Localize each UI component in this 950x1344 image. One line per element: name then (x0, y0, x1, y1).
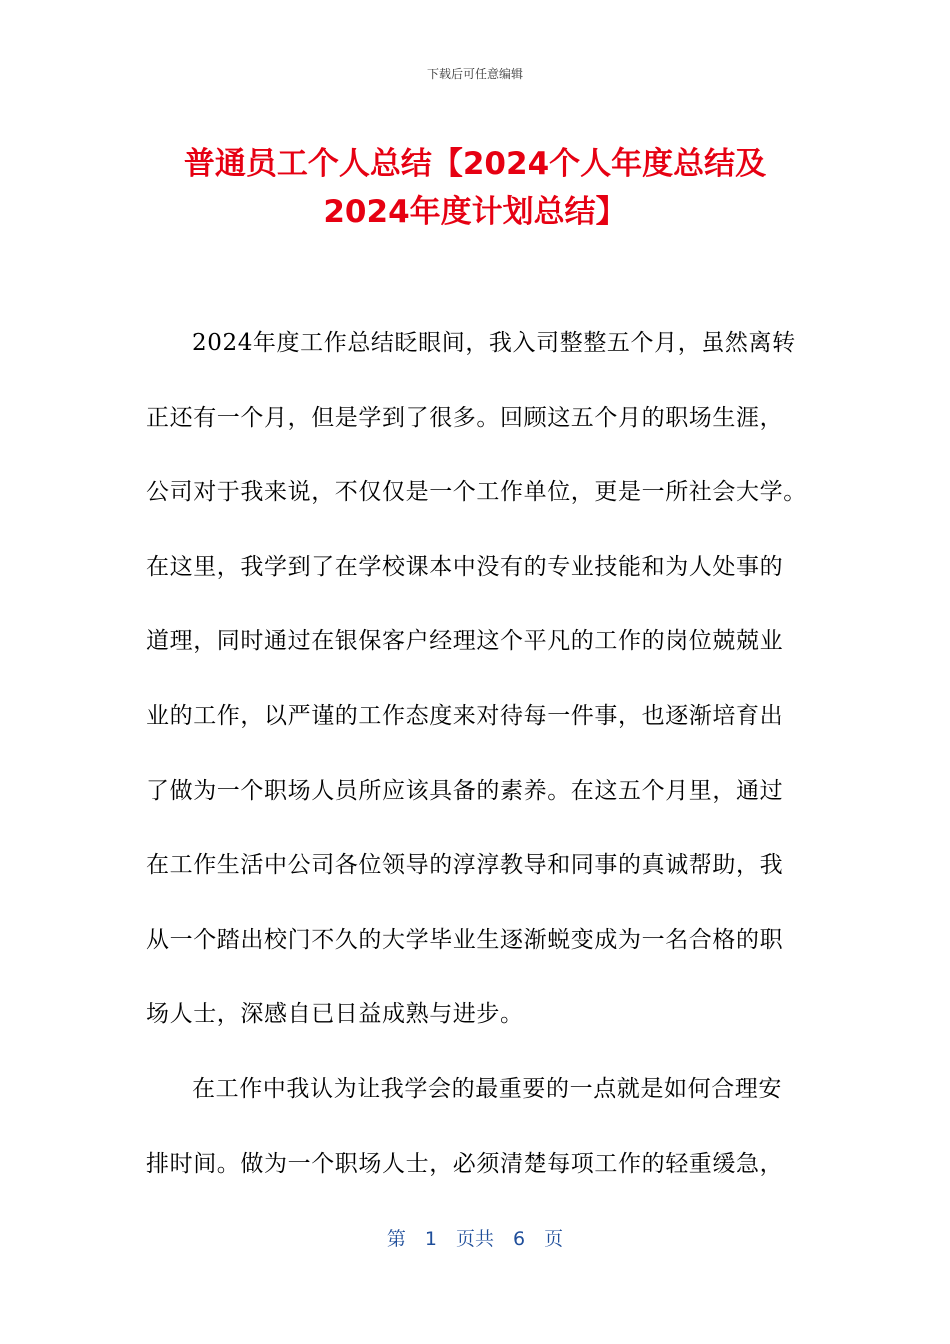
paragraph-1-line: 在工作生活中公司各位领导的淳淳教导和同事的真诚帮助，我 (146, 852, 784, 879)
paragraph-1-line: 在这里，我学到了在学校课本中没有的专业技能和为人处事的 (146, 553, 784, 580)
page-footer: 第 1 页共 6 页 (386, 1228, 564, 1250)
paragraph-1-line: 从一个踏出校门不久的大学毕业生逐渐蜕变成为一名合格的职 (146, 926, 784, 953)
paragraph-1-line: 场人士，深感自已日益成熟与进步。 (146, 1001, 524, 1028)
paragraph-1-line: 2024年度工作总结眨眼间，我入司整整五个月，虽然离转 (192, 330, 796, 356)
paragraph-1-line: 公司对于我来说，不仅仅是一个工作单位，更是一所社会大学。 (146, 479, 807, 506)
title-line-2: 2024年度计划总结】 (323, 194, 627, 230)
paragraph-1-line: 了做为一个职场人员所应该具备的素养。在这五个月里，通过 (146, 777, 784, 804)
body-text (146, 322, 806, 1217)
header-note: 下载后可任意编辑 (426, 67, 523, 81)
paragraph-1-line: 业的工作，以严谨的工作态度来对待每一件事，也逐渐培育出 (146, 702, 784, 729)
paragraph-1-line: 道理，同时通过在银保客户经理这个平凡的工作的岗位兢兢业 (146, 628, 784, 655)
document-title (120, 140, 830, 236)
paragraph-1-line: 正还有一个月，但是学到了很多。回顾这五个月的职场生涯， (146, 404, 784, 431)
paragraph-2-line: 在工作中我认为让我学会的最重要的一点就是如何合理安 (192, 1075, 782, 1102)
title-line-1: 普通员工个人总结【2024个人年度总结及 (183, 146, 767, 182)
paragraph-2-line: 排时间。做为一个职场人士，必须清楚每项工作的轻重缓急， (146, 1150, 784, 1177)
